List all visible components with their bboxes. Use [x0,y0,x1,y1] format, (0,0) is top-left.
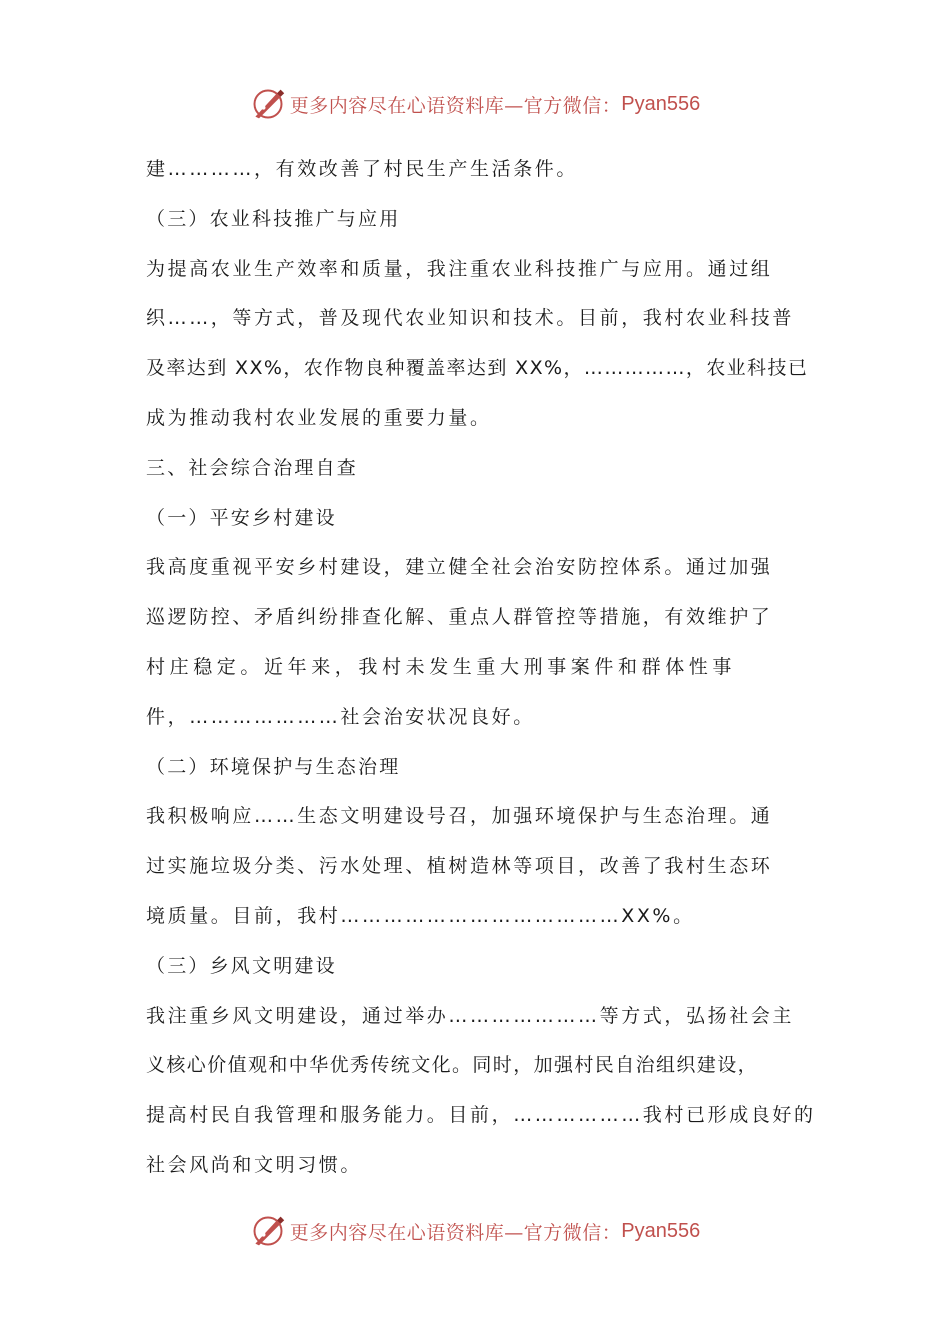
section-heading: （三）农业科技推广与应用 [146,207,401,230]
section-heading: （三）乡风文明建设 [146,954,337,977]
pen-logo-icon [250,86,286,122]
paragraph-line: 我高度重视平安乡村建设，建立健全社会治安防控体系。通过加强 [146,556,773,579]
paragraph-line: 我积极响应……生态文明建设号召，加强环境保护与生态治理。通 [146,805,773,828]
footer-banner-text: 更多内容尽在心语资料库—官方微信： [289,1221,622,1244]
footer-wechat-id: Pyan556 [621,1219,701,1242]
paragraph-line: 社会风尚和文明习惯。 [146,1153,363,1176]
header-wechat-id: Pyan556 [621,92,701,115]
pen-logo-icon [250,1213,286,1249]
paragraph-line: 巡逻防控、矛盾纠纷排查化解、重点人群管控等措施，有效维护了 [146,606,773,629]
section-heading: （二）环境保护与生态治理 [146,755,401,778]
paragraph-line: 件，…………………社会治安状况良好。 [146,705,535,728]
paragraph-line: 提高村民自我管理和服务能力。目前，………………我村已形成良好的 [146,1104,816,1127]
header-banner-text: 更多内容尽在心语资料库—官方微信： [289,94,622,117]
paragraph-line: 成为推动我村农业发展的重要力量。 [146,406,492,429]
paragraph-line: 境质量。目前，我村…………………………………XX%。 [146,904,695,927]
paragraph-line: 为提高农业生产效率和质量，我注重农业科技推广与应用。通过组 [146,257,773,280]
document-body [146,150,816,1196]
paragraph-line: 及率达到 XX%，农作物良种覆盖率达到 XX%，……………，农业科技已 [146,357,809,380]
paragraph-line: 织……，等方式，普及现代农业知识和技术。目前，我村农业科技普 [146,307,795,330]
header-watermark-banner [0,84,950,124]
section-heading: （一）平安乡村建设 [146,506,337,529]
footer-watermark-banner [0,1211,950,1251]
paragraph-line: 村庄稳定。近年来，我村未发生重大刑事案件和群体性事 [146,655,737,678]
paragraph-line: 建…………，有效改善了村民生产生活条件。 [146,158,579,180]
chapter-heading: 三、社会综合治理自查 [146,456,359,479]
paragraph-line: 义核心价值观和中华优秀传统文化。同时，加强村民自治组织建设， [146,1054,759,1077]
paragraph-line: 我注重乡风文明建设，通过举办…………………等方式，弘扬社会主 [146,1004,795,1027]
paragraph-line: 过实施垃圾分类、污水处理、植树造林等项目，改善了我村生态环 [146,855,773,878]
